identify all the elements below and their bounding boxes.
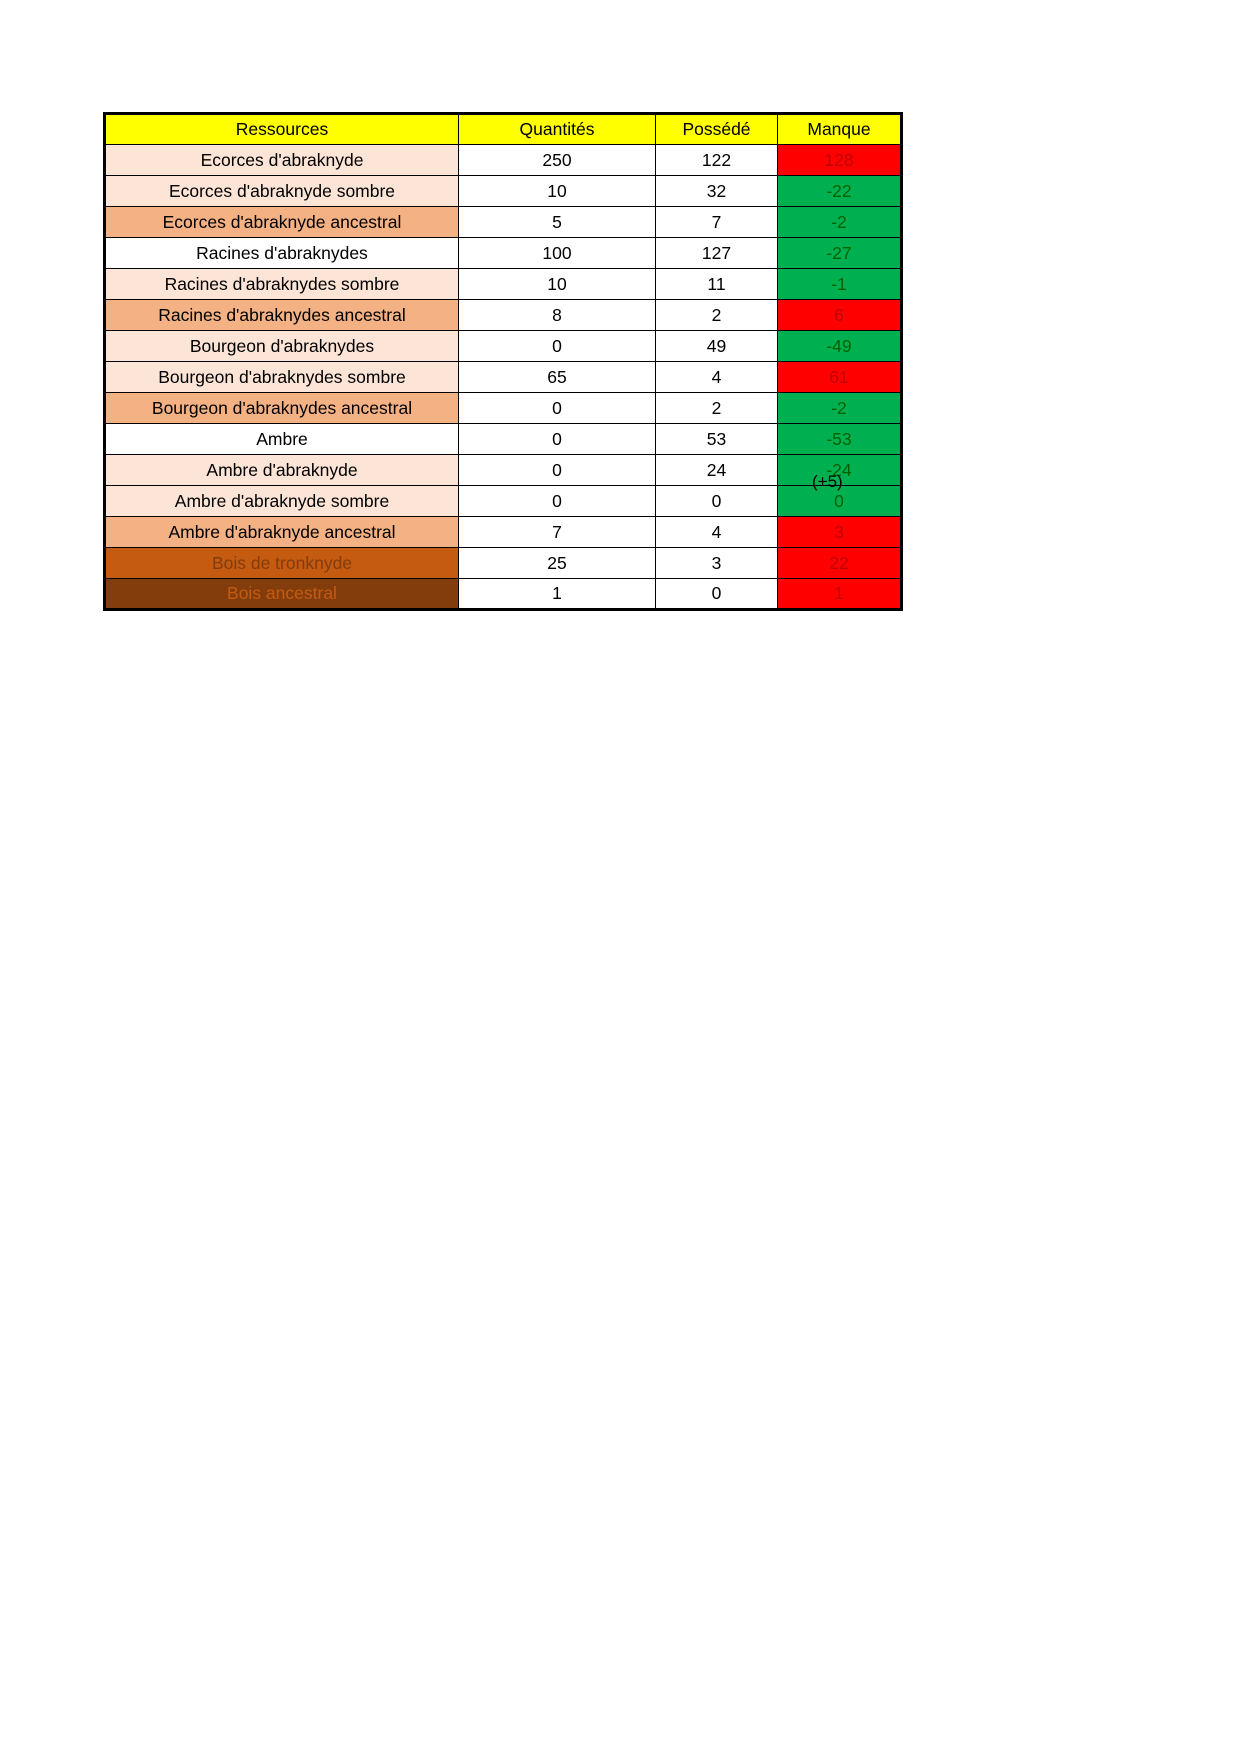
resource-missing-cell: 6 [778, 300, 902, 331]
column-header-manque: Manque [778, 114, 902, 145]
resource-name-cell: Bois de tronknyde [105, 548, 459, 579]
resource-missing-cell: -53 [778, 424, 902, 455]
resource-quantity-cell: 0 [459, 331, 656, 362]
resource-owned-cell: 122 [656, 145, 778, 176]
resource-name-cell: Ambre d'abraknyde ancestral [105, 517, 459, 548]
resource-owned-cell: 0 [656, 486, 778, 517]
resource-owned-cell: 2 [656, 300, 778, 331]
resource-missing-cell: 3 [778, 517, 902, 548]
resource-name-cell: Bois ancestral [105, 579, 459, 610]
resource-quantity-cell: 100 [459, 238, 656, 269]
resource-missing-cell: 61 [778, 362, 902, 393]
resource-missing-cell: 22 [778, 548, 902, 579]
column-header-quantites: Quantités [459, 114, 656, 145]
table-row [105, 269, 902, 300]
table-header-row [105, 114, 902, 145]
resource-owned-cell: 32 [656, 176, 778, 207]
resource-missing-cell: -2 [778, 207, 902, 238]
resource-missing-cell: 1 [778, 579, 902, 610]
resource-owned-cell: 2 [656, 393, 778, 424]
resource-quantity-cell: 10 [459, 176, 656, 207]
resource-quantity-cell: 0 [459, 393, 656, 424]
resource-owned-cell: 3 [656, 548, 778, 579]
resource-owned-cell: 127 [656, 238, 778, 269]
annotation-plus-five: (+5) [812, 472, 843, 491]
resource-quantity-cell: 5 [459, 207, 656, 238]
resource-owned-cell: 49 [656, 331, 778, 362]
resource-name-cell: Bourgeon d'abraknydes ancestral [105, 393, 459, 424]
resource-name-cell: Bourgeon d'abraknydes [105, 331, 459, 362]
resource-name-cell: Racines d'abraknydes ancestral [105, 300, 459, 331]
resource-missing-cell: -49 [778, 331, 902, 362]
resource-owned-cell: 4 [656, 362, 778, 393]
resource-quantity-cell: 25 [459, 548, 656, 579]
resource-owned-cell: 0 [656, 579, 778, 610]
table-row [105, 548, 902, 579]
resource-missing-cell: -2 [778, 393, 902, 424]
resource-name-cell: Ambre [105, 424, 459, 455]
table-row [105, 517, 902, 548]
table-row [105, 300, 902, 331]
resource-owned-cell: 24 [656, 455, 778, 486]
table-row [105, 455, 902, 486]
resource-name-cell: Racines d'abraknydes sombre [105, 269, 459, 300]
resource-name-cell: Bourgeon d'abraknydes sombre [105, 362, 459, 393]
table-row [105, 362, 902, 393]
table-row [105, 238, 902, 269]
resource-name-cell: Ecorces d'abraknyde sombre [105, 176, 459, 207]
resource-quantity-cell: 1 [459, 579, 656, 610]
resource-quantity-cell: 8 [459, 300, 656, 331]
table-row [105, 176, 902, 207]
table-row [105, 145, 902, 176]
table-row [105, 486, 902, 517]
column-header-possede: Possédé [656, 114, 778, 145]
resource-quantity-cell: 250 [459, 145, 656, 176]
resources-table [103, 112, 903, 611]
resource-name-cell: Racines d'abraknydes [105, 238, 459, 269]
resource-missing-cell: -27 [778, 238, 902, 269]
table-row [105, 393, 902, 424]
resource-owned-cell: 53 [656, 424, 778, 455]
column-header-ressources: Ressources [105, 114, 459, 145]
resource-quantity-cell: 65 [459, 362, 656, 393]
table-body [105, 145, 902, 610]
resource-name-cell: Ecorces d'abraknyde [105, 145, 459, 176]
resource-owned-cell: 7 [656, 207, 778, 238]
resource-quantity-cell: 0 [459, 486, 656, 517]
table-row [105, 331, 902, 362]
table-row [105, 579, 902, 610]
resource-missing-cell: -1 [778, 269, 902, 300]
resource-owned-cell: 11 [656, 269, 778, 300]
resource-name-cell: Ecorces d'abraknyde ancestral [105, 207, 459, 238]
resource-name-cell: Ambre d'abraknyde sombre [105, 486, 459, 517]
resource-missing-cell: -22 [778, 176, 902, 207]
resource-missing-cell: -24 [778, 455, 902, 486]
resource-quantity-cell: 7 [459, 517, 656, 548]
table-row [105, 424, 902, 455]
resource-quantity-cell: 0 [459, 424, 656, 455]
resource-missing-cell: 0 [778, 486, 902, 517]
resource-name-cell: Ambre d'abraknyde [105, 455, 459, 486]
resource-sheet [103, 112, 903, 611]
resource-quantity-cell: 0 [459, 455, 656, 486]
table-row [105, 207, 902, 238]
resource-missing-cell: 128 [778, 145, 902, 176]
resource-owned-cell: 4 [656, 517, 778, 548]
resource-quantity-cell: 10 [459, 269, 656, 300]
